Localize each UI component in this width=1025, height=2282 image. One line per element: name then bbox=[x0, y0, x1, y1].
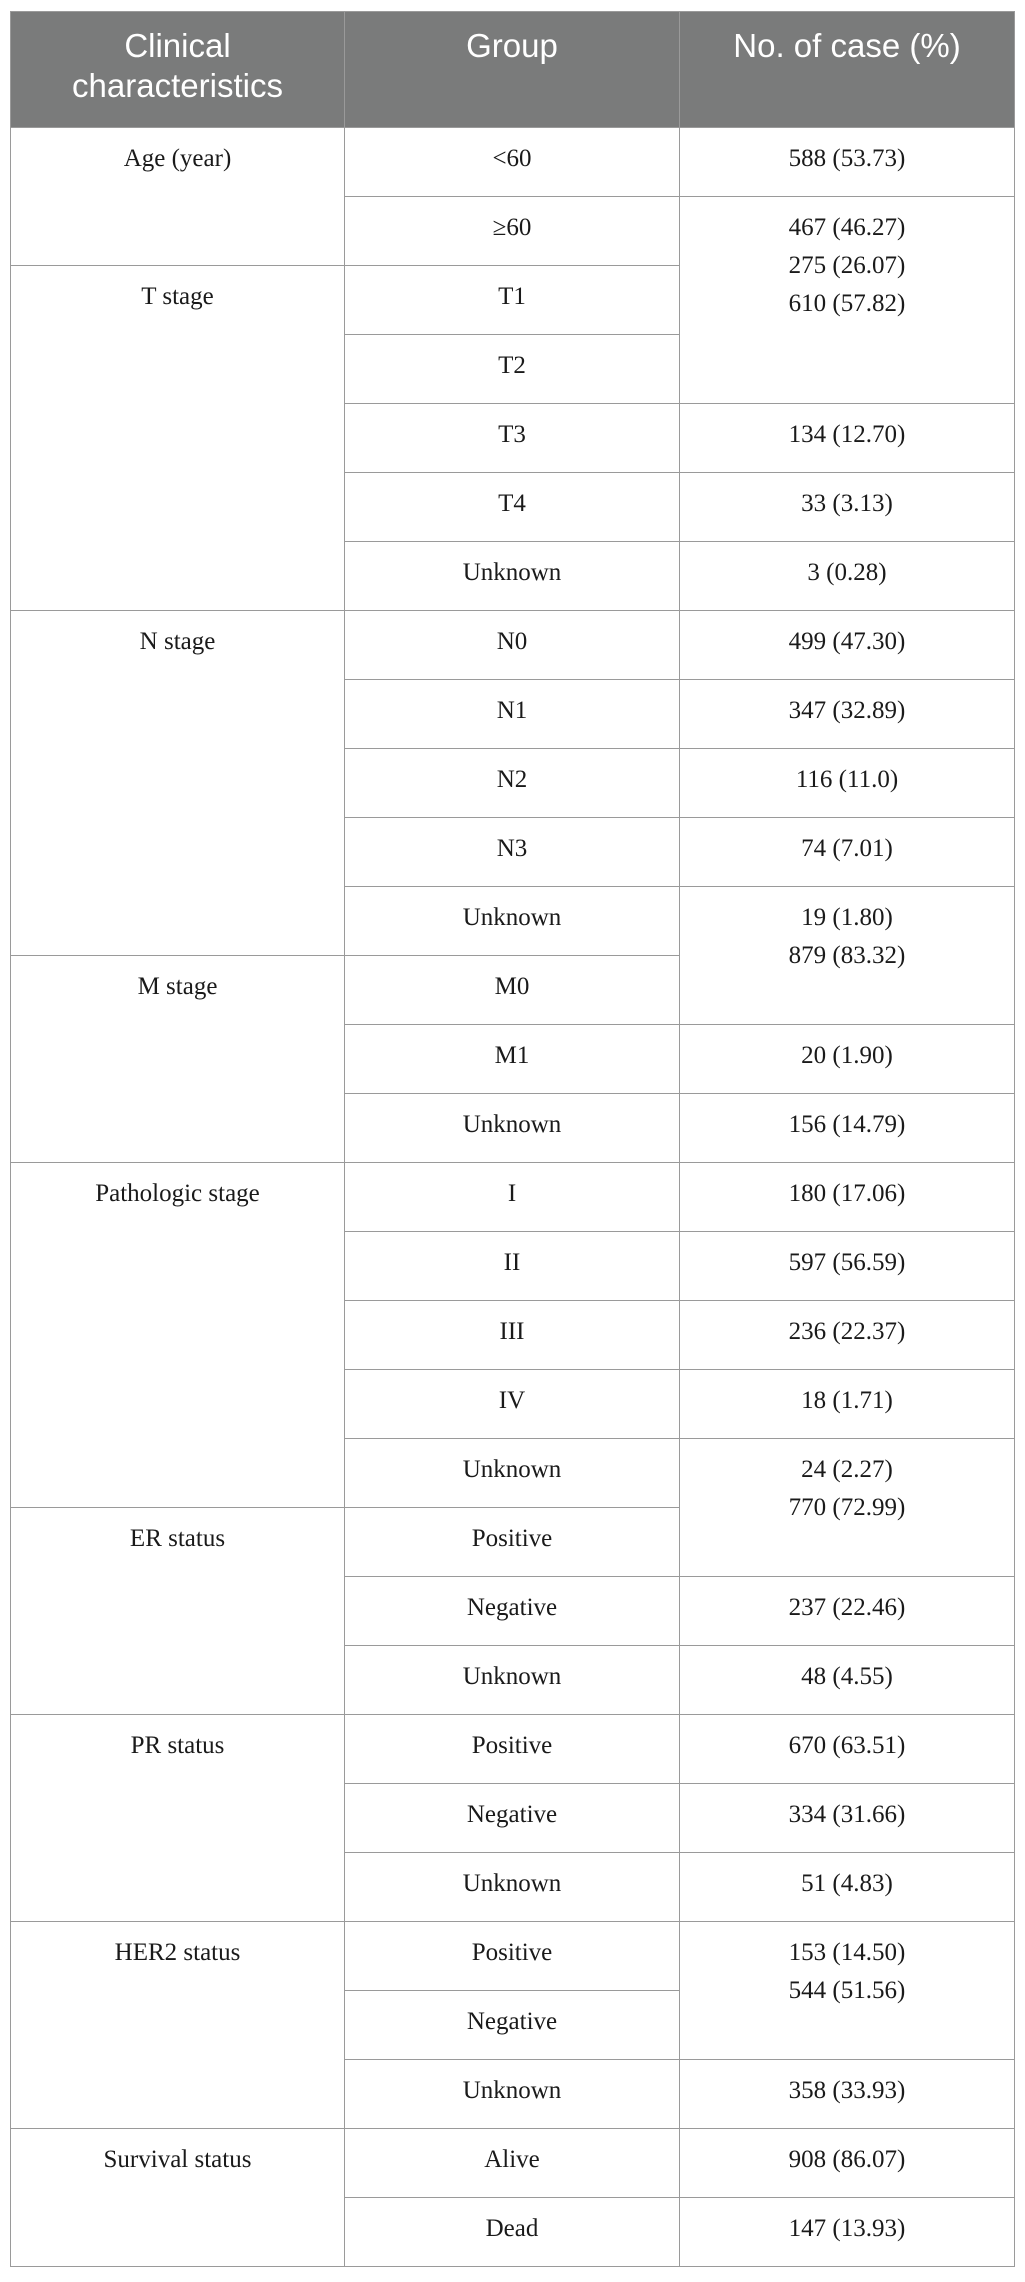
group-cell: ≥60 bbox=[345, 197, 680, 266]
group-cell: IV bbox=[345, 1370, 680, 1439]
cases-cell: 19 (1.80) 879 (83.32) bbox=[680, 887, 1015, 1025]
group-cell: N0 bbox=[345, 611, 680, 680]
group-cell: M1 bbox=[345, 1025, 680, 1094]
group-cell: T4 bbox=[345, 473, 680, 542]
cases-cell: 153 (14.50) 544 (51.56) bbox=[680, 1922, 1015, 2060]
characteristic-cell: N stage bbox=[11, 611, 345, 956]
group-cell: N2 bbox=[345, 749, 680, 818]
group-cell: Unknown bbox=[345, 1853, 680, 1922]
group-cell: Negative bbox=[345, 1991, 680, 2060]
clinical-characteristics-table bbox=[10, 11, 1015, 2267]
table-row bbox=[11, 1922, 1015, 1991]
group-cell: Positive bbox=[345, 1508, 680, 1577]
group-cell: Unknown bbox=[345, 542, 680, 611]
characteristic-cell: HER2 status bbox=[11, 1922, 345, 2129]
cases-cell: 20 (1.90) bbox=[680, 1025, 1015, 1094]
group-cell: T2 bbox=[345, 335, 680, 404]
characteristic-cell: Pathologic stage bbox=[11, 1163, 345, 1508]
cases-cell: 358 (33.93) bbox=[680, 2060, 1015, 2129]
cases-cell: 51 (4.83) bbox=[680, 1853, 1015, 1922]
group-cell: Unknown bbox=[345, 1094, 680, 1163]
cases-cell: 597 (56.59) bbox=[680, 1232, 1015, 1301]
group-cell: Unknown bbox=[345, 887, 680, 956]
table-row bbox=[11, 2129, 1015, 2198]
header-group: Group bbox=[345, 12, 680, 128]
group-cell: Unknown bbox=[345, 1439, 680, 1508]
table-row bbox=[11, 611, 1015, 680]
cases-cell: 156 (14.79) bbox=[680, 1094, 1015, 1163]
group-cell: I bbox=[345, 1163, 680, 1232]
header-row bbox=[11, 12, 1015, 128]
group-cell: N3 bbox=[345, 818, 680, 887]
table-row bbox=[11, 1715, 1015, 1784]
table-header bbox=[11, 12, 1015, 128]
table-row bbox=[11, 1163, 1015, 1232]
group-cell: Negative bbox=[345, 1784, 680, 1853]
header-no-of-case: No. of case (%) bbox=[680, 12, 1015, 128]
cases-cell: 237 (22.46) bbox=[680, 1577, 1015, 1646]
cases-cell: 74 (7.01) bbox=[680, 818, 1015, 887]
cases-cell: 236 (22.37) bbox=[680, 1301, 1015, 1370]
cases-cell: 670 (63.51) bbox=[680, 1715, 1015, 1784]
group-cell: Unknown bbox=[345, 2060, 680, 2129]
cases-cell: 499 (47.30) bbox=[680, 611, 1015, 680]
group-cell: III bbox=[345, 1301, 680, 1370]
characteristic-cell: PR status bbox=[11, 1715, 345, 1922]
group-cell: T1 bbox=[345, 266, 680, 335]
group-cell: Positive bbox=[345, 1715, 680, 1784]
group-cell: <60 bbox=[345, 128, 680, 197]
cases-cell: 147 (13.93) bbox=[680, 2198, 1015, 2267]
group-cell: II bbox=[345, 1232, 680, 1301]
header-clinical-characteristics: Clinical characteristics bbox=[11, 12, 345, 128]
cases-cell: 908 (86.07) bbox=[680, 2129, 1015, 2198]
cases-cell: 24 (2.27) 770 (72.99) bbox=[680, 1439, 1015, 1577]
cases-cell: 134 (12.70) bbox=[680, 404, 1015, 473]
cases-cell: 334 (31.66) bbox=[680, 1784, 1015, 1853]
characteristic-cell: Survival status bbox=[11, 2129, 345, 2267]
characteristic-cell: Age (year) bbox=[11, 128, 345, 266]
cases-cell: 48 (4.55) bbox=[680, 1646, 1015, 1715]
cases-cell: 3 (0.28) bbox=[680, 542, 1015, 611]
characteristic-cell: T stage bbox=[11, 266, 345, 611]
group-cell: T3 bbox=[345, 404, 680, 473]
cases-cell: 180 (17.06) bbox=[680, 1163, 1015, 1232]
group-cell: N1 bbox=[345, 680, 680, 749]
group-cell: M0 bbox=[345, 956, 680, 1025]
table-row bbox=[11, 128, 1015, 197]
cases-cell: 116 (11.0) bbox=[680, 749, 1015, 818]
group-cell: Unknown bbox=[345, 1646, 680, 1715]
cases-cell: 18 (1.71) bbox=[680, 1370, 1015, 1439]
group-cell: Alive bbox=[345, 2129, 680, 2198]
characteristic-cell: M stage bbox=[11, 956, 345, 1163]
group-cell: Dead bbox=[345, 2198, 680, 2267]
group-cell: Negative bbox=[345, 1577, 680, 1646]
cases-cell: 347 (32.89) bbox=[680, 680, 1015, 749]
cases-cell: 588 (53.73) bbox=[680, 128, 1015, 197]
group-cell: Positive bbox=[345, 1922, 680, 1991]
characteristic-cell: ER status bbox=[11, 1508, 345, 1715]
cases-cell: 467 (46.27) 275 (26.07) 610 (57.82) bbox=[680, 197, 1015, 404]
cases-cell: 33 (3.13) bbox=[680, 473, 1015, 542]
